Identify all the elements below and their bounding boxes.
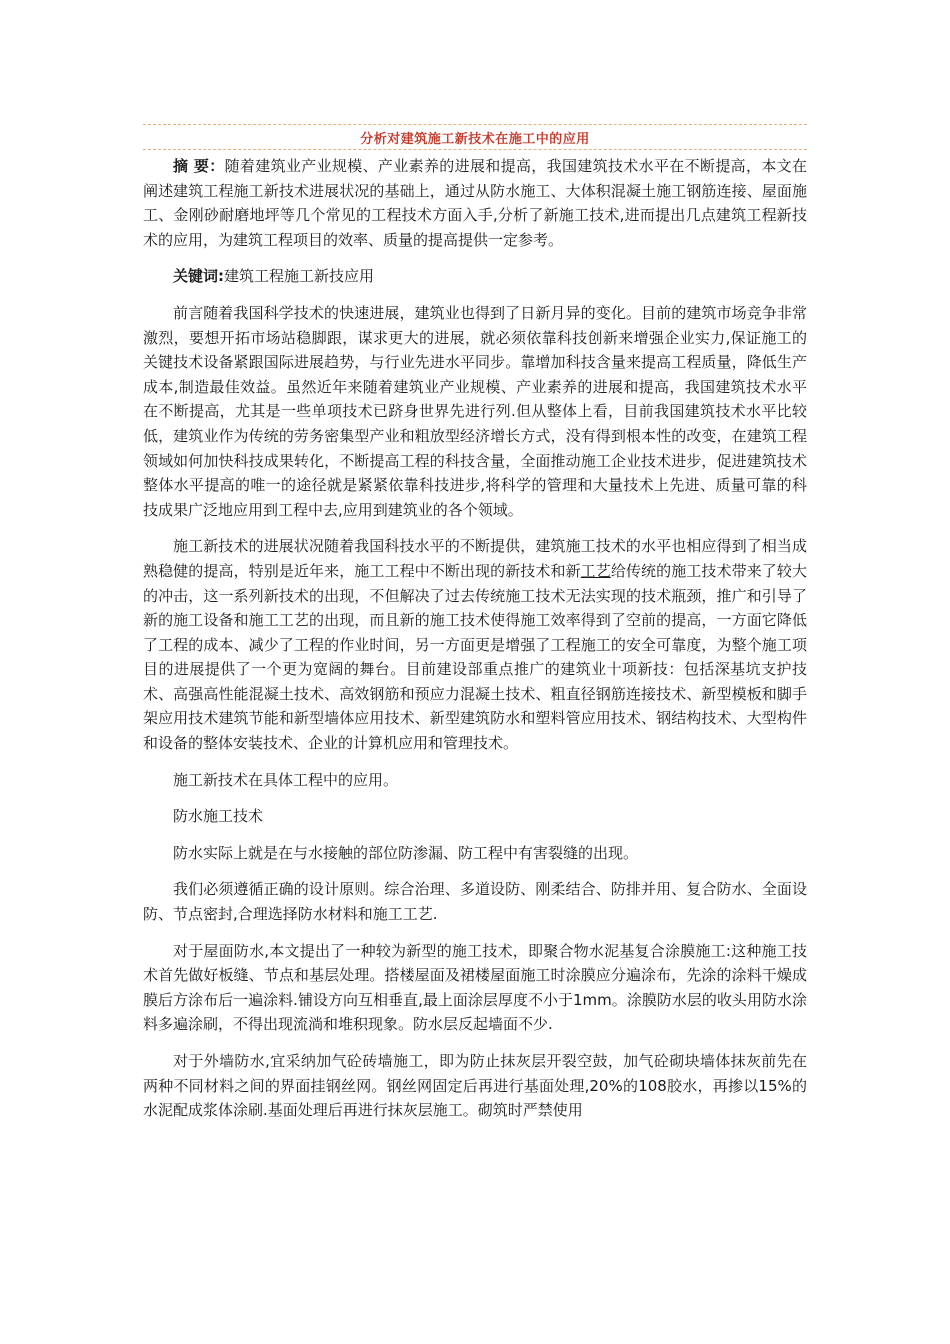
paragraph-wall-waterproofing: 对于外墙防水,宜采纳加气砼砖墙施工，即为防止抹灰层开裂空鼓，加气砼砌块墙体抹灰前先在两种不同材料之间的界面挂钢丝网。钢丝网固定后再进行基面处理,20%的108胶水，再掺以15%的水泥配成浆体涂刷.基面处理后再进行抹灰层施工。砌筑时严禁使用: [143, 1052, 807, 1120]
paragraph-design-principles: 我们必须遵循正确的设计原则。综合治理、多道设防、刚柔结合、防排并用、复合防水、全面设防、节点密封,合理选择防水材料和施工工艺.: [143, 880, 807, 924]
paragraph-intro: 前言随着我国科学技术的快速进展，建筑业也得到了日新月异的变化。目前的建筑市场竞争非常激烈，要想开拓市场站稳脚跟，谋求更大的进展，就必须依靠科技创新来增强企业实力,保证施工的关键技术设备紧跟国际进展趋势，与行业先进水平同步。靠增加科技含量来提高工程质量，降低生产成本,制造最佳效益。虽然近年来随着建筑业产业规模、产业素养的进展和提高，我国建筑技术水平在不断提高，尤其是一些单项技术已跻身世界先进行列.但从整体上看，目前我国建筑技术水平比较低，建筑业作为传统的劳务密集型产业和粗放型经济增长方式，没有得到根本性的改变，在建筑工程领域如何加快科技成果转化，不断提高工程的科技含量，全面推动施工企业技术进步，促进建筑技术整体水平提高的唯一的途径就是紧紧依靠科技进步,将科学的管理和大量技术上先进、质量可靠的科技成果广泛地应用到工程中去,应用到建筑业的各个领域。: [143, 303, 807, 519]
keywords-text: 建筑工程施工新技应用: [224, 267, 375, 286]
top-dashed-divider: [143, 124, 807, 125]
keywords-paragraph: [143, 264, 807, 289]
paragraph-waterproofing-definition: 防水实际上就是在与水接触的部位防渗漏、防工程中有害裂缝的出现。: [173, 843, 639, 862]
craft-link[interactable]: 工艺: [580, 561, 611, 580]
section-heading-waterproofing: 防水施工技术: [173, 807, 264, 826]
bottom-dashed-divider: [143, 149, 807, 150]
paragraph-roof-waterproofing: 对于屋面防水,本文提出了一种较为新型的施工技术，即聚合物水泥基复合涂膜施工:这种施工技术首先做好板缝、节点和基层处理。搭楼屋面及裙楼屋面施工时涂膜应分遍涂布，先涂的涂料干燥成膜后方涂布后一遍涂料.铺设方向互相垂直,最上面涂层厚度不小于1mm。涂膜防水层的收头用防水涂料多遍涂刷，不得出现流淌和堆积现象。防水层反起墙面不少.: [143, 941, 807, 1034]
document-body: [143, 154, 807, 1135]
paragraph-progress-text-1: 施工新技术的进展状况随着我国科技水平的不断提供，建筑施工技术的水平也相应得到了相当成熟稳健的提高，特别是近年来，施工工程中不断出现的新技术和新: [143, 537, 807, 580]
keywords-label: 关键词:: [173, 267, 224, 286]
abstract-text: 随着建筑业产业规模、产业素养的进展和提高，我国建筑技术水平在不断提高，本文在阐述建筑工程施工新技术进展状况的基础上，通过从防水施工、大体积混凝土施工钢筋连接、屋面施工、金刚砂耐磨地坪等几个常见的工程技术方面入手,分析了新施工技术,进而提出几点建筑工程新技术的应用，为建筑工程项目的效率、质量的提高提供一定参考。: [143, 157, 807, 249]
document-title: 分析对建筑施工新技术在施工中的应用: [360, 132, 590, 147]
paragraph-progress-text-2: 给传统的施工技术带来了较大的冲击，这一系列新技术的出现，不但解决了过去传统施工技术无法实现的技术瓶颈，推广和引导了新的施工设备和施工工艺的出现，而且新的施工技术使得施工效率得到了空前的提高，一方面它降低了工程的成本、减少了工程的作业时间，另一方面更是增强了工程施工的安全可靠度，为整个施工项目的进展提供了一个更为宽阔的舞台。目前建设部重点推广的建筑业十项新技：包括深基坑支护技术、高强高性能混凝土技术、高效钢筋和预应力混凝土技术、粗直径钢筋连接技术、新型模板和脚手架应用技术建筑节能和新型墙体应用技术、新型建筑防水和塑料管应用技术、钢结构技术、大型构件和设备的整体安装技术、企业的计算机应用和管理技术。: [143, 561, 807, 753]
paragraph-application: 施工新技术在具体工程中的应用。: [173, 770, 399, 789]
paragraph-progress: [143, 534, 807, 755]
abstract-paragraph: [143, 154, 807, 252]
abstract-label: 摘 要：: [173, 157, 225, 175]
